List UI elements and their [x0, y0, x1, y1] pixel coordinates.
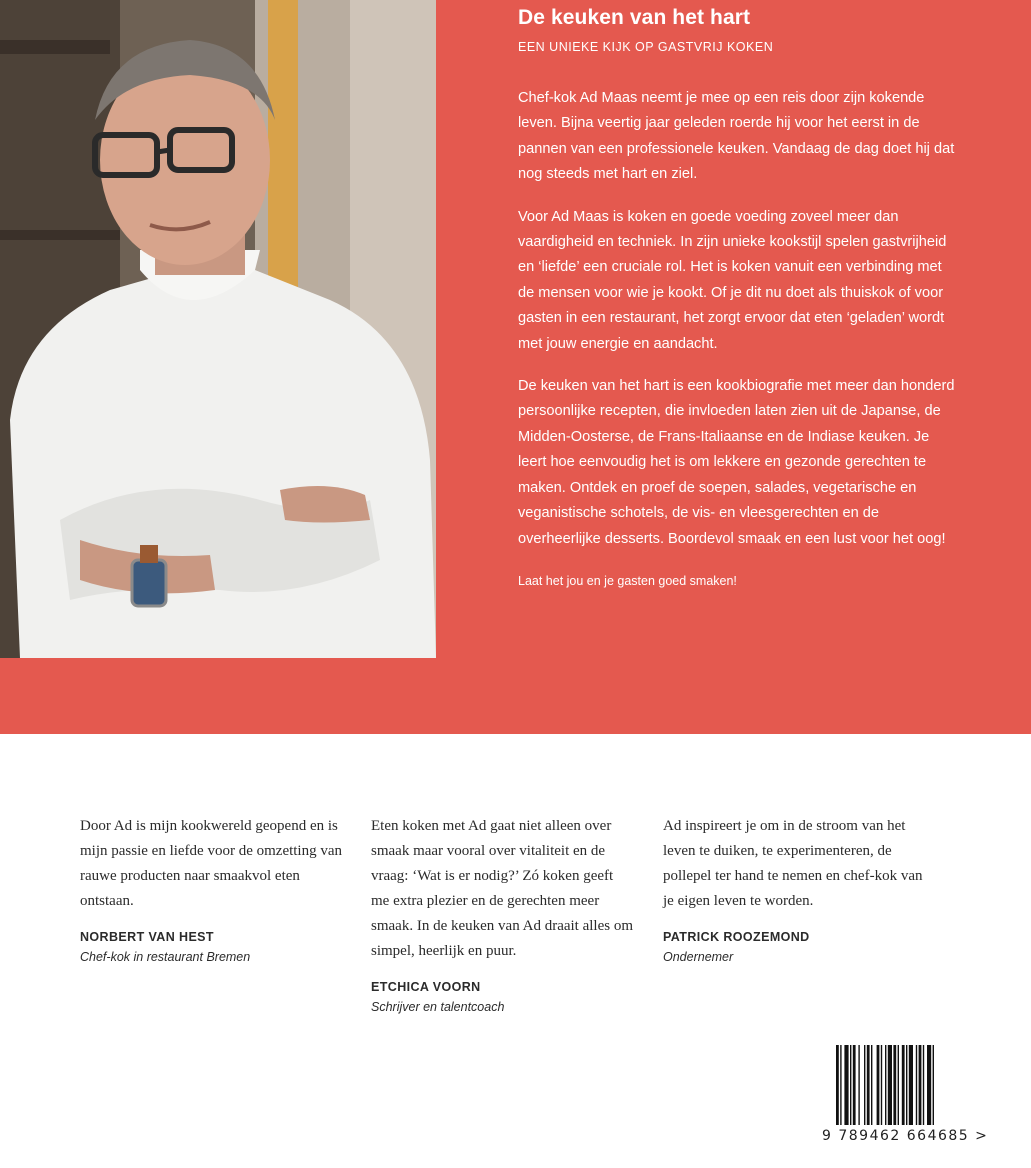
testimonial-role: Schrijver en talentcoach — [371, 1000, 505, 1014]
testimonial-text: Ad inspireert je om in de stroom van het leven te duiken, te experimenteren, de pollepel ter hand te nemen en chef-kok van je eigen leven te worden. — [663, 818, 923, 909]
blurb-paragraph: Chef-kok Ad Maas neemt je mee op een reis door zijn kokende leven. Bijna veertig jaar geleden roerde hij voor het eerst in de pannen van een professionele keuken. Vandaag de dag doet hij dat nog steeds met hart en ziel. — [518, 90, 955, 183]
book-blurb — [518, 86, 958, 611]
testimonial-author: ETCHICA VOORN — [371, 980, 481, 994]
testimonial — [80, 814, 342, 964]
blurb-paragraph: De keuken van het hart is een kookbiografie met meer dan honderd persoonlijke recepten, die invloeden laten zien uit de Japanse, de Midden-Oosterse, de Frans-Italiaanse en de Indiase keuken. Je leert hoe eenvoudig het is om lekkere en gezonde gerechten te maken. Ontdek en proef de soepen, salades, vegetarische en veganistische schotels, de vis- en vleesgerechten en de overheerlijke desserts. Boordevol smaak en een lust voor het oog! — [518, 378, 955, 547]
book-title: De keuken van het hart — [518, 6, 751, 29]
blurb-paragraph: Voor Ad Maas is koken en goede voeding zoveel meer dan vaardigheid en techniek. In zijn unieke kookstijl spelen gastvrijheid en ‘liefde’ een cruciale rol. Het is koken vanuit een verbinding met de mensen voor wie je kookt. Of je dit nu doet als thuiskok of voor gasten in een restaurant, het zorgt ervoor dat eten ‘geladen’ wordt met jouw energie en aandacht. — [518, 208, 947, 352]
testimonial-role: Ondernemer — [663, 950, 734, 964]
isbn-number: 9 789462 664685 > — [822, 1128, 989, 1144]
testimonial-role: Chef-kok in restaurant Bremen — [80, 950, 251, 964]
testimonial-text: Eten koken met Ad gaat niet alleen over smaak maar vooral over vitaliteit en de vraag: ‘Wat is er nodig?’ Zó koken geeft me extra plezier en de gerechten meer smaak. In de keuken van Ad draait alles om simpel, heerlijk en puur. — [371, 818, 634, 959]
book-subtitle: EEN UNIEKE KIJK OP GASTVRIJ KOKEN — [518, 40, 774, 54]
blurb-closing-line: Laat het jou en je gasten goed smaken! — [518, 573, 737, 588]
isbn-barcode — [836, 1045, 966, 1125]
author-photo — [0, 0, 436, 658]
testimonial-author: NORBERT VAN HEST — [80, 930, 214, 944]
testimonial-text: Door Ad is mijn kookwereld geopend en is mijn passie en liefde voor de omzetting van rauwe producten naar smaakvol eten ontstaan. — [80, 818, 343, 909]
testimonial-author: PATRICK ROOZEMOND — [663, 930, 810, 944]
testimonial — [663, 814, 925, 964]
testimonial — [371, 814, 633, 1014]
